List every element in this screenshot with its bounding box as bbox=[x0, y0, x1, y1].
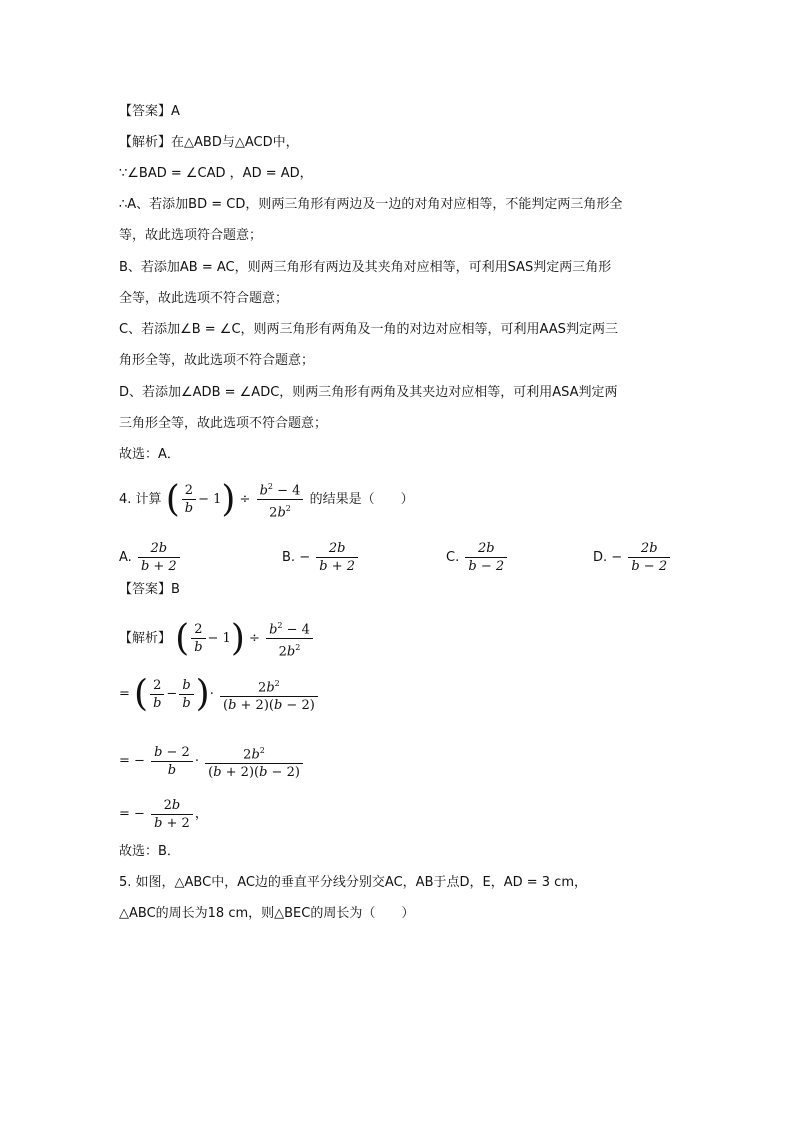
q3-analysis-line-3: ∴A、若添加BD = CD，则两三角形有两边及一边的对角对应相等，不能判定两三角形全 bbox=[119, 197, 623, 212]
q4-question: 4. 计算 ( $\frac{2}{b}$ − 1) ÷ $\frac{b^2 - 4}{2b^2}$ 的结果是（ ） bbox=[119, 478, 414, 521]
option-label: C. bbox=[446, 550, 460, 565]
q3-conclusion: 故选：A． bbox=[119, 447, 180, 462]
q4-option-b: B. − $\frac{2b}{b + 2}$ bbox=[282, 540, 360, 575]
option-label: B. bbox=[282, 550, 296, 565]
option-label: A. bbox=[119, 550, 132, 565]
q3-analysis-line-8: 角形全等，故此选项不符合题意； bbox=[119, 353, 315, 368]
q4-option-a: A. $\frac{2b}{b + 2}$ bbox=[119, 540, 182, 575]
q3-analysis-line-10: 三角形全等，故此选项不符合题意； bbox=[119, 416, 328, 431]
q3-analysis-line-9: D、若添加∠ADB = ∠ADC，则两三角形有两角及其夹边对应相等，可利用ASA判定两 bbox=[119, 385, 618, 400]
q3-analysis-line-4: 等，故此选项符合题意； bbox=[119, 228, 263, 243]
q4-answer: 【答案】B bbox=[119, 582, 180, 597]
q4-analysis-step-2: = ( $\frac{2}{b}$ − $\frac{b}{b}$ )· $\frac{2b^2}{(b + 2)(b - 2)}$ bbox=[119, 675, 320, 714]
q4-option-d: D. − $\frac{2b}{b - 2}$ bbox=[593, 540, 672, 575]
q4-suffix: 的结果是（ ） bbox=[309, 491, 414, 507]
q4-analysis-tag: 【解析】 bbox=[119, 630, 172, 646]
q4-conclusion: 故选：B． bbox=[119, 844, 180, 859]
q3-analysis-line-5: B、若添加AB = AC，则两三角形有两边及其夹角对应相等，可利用SAS判定两三角形 bbox=[119, 260, 612, 275]
q4-analysis-step-1: 【解析】 ( $\frac{2}{b}$ − 1) ÷ $\frac{b^2 - 4}{2b^2}$ bbox=[119, 617, 315, 661]
q5-line-1: 5. 如图，△ABC中，AC边的垂直平分线分别交AC，AB于点D，E，AD = 3 cm， bbox=[119, 875, 587, 890]
q4-prefix: 4. 计算 bbox=[119, 491, 162, 507]
q3-line-text: 在△ABD与△ACD中， bbox=[171, 135, 299, 150]
q4-analysis-step-4: = − $\frac{2b}{b + 2}$ ， bbox=[119, 798, 208, 831]
q3-analysis-line-1 bbox=[119, 133, 299, 153]
q3-answer: 【答案】A bbox=[119, 104, 180, 119]
q3-analysis-tag: 【解析】 bbox=[119, 135, 172, 150]
q3-analysis-line-6: 全等，故此选项不符合题意； bbox=[119, 291, 289, 306]
option-label: D. bbox=[593, 550, 608, 565]
q3-analysis-line-7: C、若添加∠B = ∠C，则两三角形有两角及一角的对边对应相等，可利用AAS判定两三 bbox=[119, 322, 618, 337]
q4-option-c: C. $\frac{2b}{b - 2}$ bbox=[446, 540, 509, 575]
q3-analysis-line-2: ∵∠BAD = ∠CAD ，AD = AD， bbox=[119, 166, 313, 181]
q4-analysis-step-3: = − $\frac{b - 2}{b}$ · $\frac{2b^2}{(b + 2)(b - 2)}$ bbox=[119, 742, 305, 781]
q5-line-2: △ABC的周长为18 cm，则△BEC的周长为（ ） bbox=[119, 906, 415, 921]
